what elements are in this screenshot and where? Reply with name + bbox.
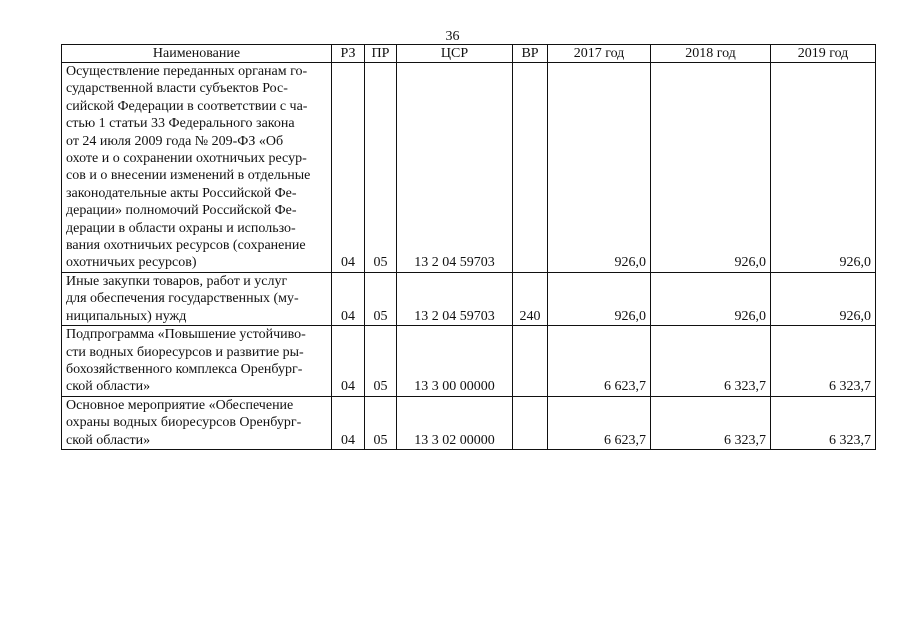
header-csr: ЦСР	[397, 45, 513, 63]
row-name-line: вания охотничьих ресурсов (сохранение	[66, 238, 306, 254]
cell-y2018: 926,0	[651, 63, 771, 273]
table-header-row	[62, 45, 876, 63]
header-2019: 2019 год	[771, 45, 876, 63]
cell-y2019: 6 323,7	[771, 326, 876, 397]
cell-vr	[513, 326, 548, 397]
row-name	[62, 396, 332, 449]
row-name-line: дерации в области охраны и использо-	[66, 220, 296, 236]
header-name: Наименование	[62, 45, 332, 63]
table-row	[62, 63, 876, 273]
row-name-line: Иные закупки товаров, работ и услуг	[66, 273, 288, 289]
cell-y2018: 6 323,7	[651, 326, 771, 397]
header-rz: РЗ	[332, 45, 365, 63]
header-pr: ПР	[365, 45, 397, 63]
cell-pr: 05	[365, 63, 397, 273]
row-name	[62, 326, 332, 397]
cell-y2019: 6 323,7	[771, 396, 876, 449]
header-2017: 2017 год	[548, 45, 651, 63]
cell-vr: 240	[513, 272, 548, 325]
cell-rz: 04	[332, 272, 365, 325]
cell-vr	[513, 63, 548, 273]
cell-csr: 13 2 04 59703	[397, 272, 513, 325]
row-name-line: законодательные акты Российской Фе-	[66, 185, 297, 201]
row-name-line: сийской Федерации в соответствии с ча-	[66, 98, 308, 114]
row-name-line: сов и о внесении изменений в отдельные	[66, 168, 311, 184]
header-vr: ВР	[513, 45, 548, 63]
row-name-line: дерации» полномочий Российской Фе-	[66, 203, 297, 219]
cell-csr: 13 3 02 00000	[397, 396, 513, 449]
cell-rz: 04	[332, 396, 365, 449]
cell-pr: 05	[365, 396, 397, 449]
row-name-line: ниципальных) нужд	[66, 308, 187, 324]
budget-table	[61, 44, 876, 450]
row-name-line: охотничьих ресурсов)	[66, 255, 197, 271]
row-name-line: от 24 июля 2009 года № 209-ФЗ «Об	[66, 133, 284, 149]
cell-y2017: 6 623,7	[548, 326, 651, 397]
cell-rz: 04	[332, 63, 365, 273]
row-name-line: ской области»	[66, 432, 151, 448]
row-name-line: охоте и о сохранении охотничьих ресур-	[66, 151, 307, 167]
cell-pr: 05	[365, 326, 397, 397]
cell-y2019: 926,0	[771, 272, 876, 325]
cell-vr	[513, 396, 548, 449]
row-name-line: для обеспечения государственных (му-	[66, 291, 299, 307]
cell-y2018: 6 323,7	[651, 396, 771, 449]
row-name-line: Осуществление переданных органам го-	[66, 64, 308, 79]
cell-csr: 13 2 04 59703	[397, 63, 513, 273]
row-name-line: сти водных биоресурсов и развитие ры-	[66, 344, 304, 360]
cell-y2019: 926,0	[771, 63, 876, 273]
row-name-line: бохозяйственного комплекса Оренбург-	[66, 361, 303, 377]
page-number: 36	[445, 29, 460, 44]
cell-pr: 05	[365, 272, 397, 325]
cell-y2017: 926,0	[548, 272, 651, 325]
row-name-line: стью 1 статьи 33 Федерального закона	[66, 116, 295, 132]
row-name-line: охраны водных биоресурсов Оренбург-	[66, 415, 302, 431]
header-2018: 2018 год	[651, 45, 771, 63]
row-name	[62, 63, 332, 273]
row-name-line: ской области»	[66, 379, 151, 395]
table-row	[62, 272, 876, 325]
row-name-line: Основное мероприятие «Обеспечение	[66, 397, 294, 413]
cell-y2018: 926,0	[651, 272, 771, 325]
table-row	[62, 396, 876, 449]
row-name-line: сударственной власти субъектов Рос-	[66, 81, 288, 97]
table-body	[62, 63, 876, 450]
cell-rz: 04	[332, 326, 365, 397]
row-name	[62, 272, 332, 325]
cell-csr: 13 3 00 00000	[397, 326, 513, 397]
cell-y2017: 6 623,7	[548, 396, 651, 449]
row-name-line: Подпрограмма «Повышение устойчиво-	[66, 327, 306, 343]
cell-y2017: 926,0	[548, 63, 651, 273]
table-row	[62, 326, 876, 397]
